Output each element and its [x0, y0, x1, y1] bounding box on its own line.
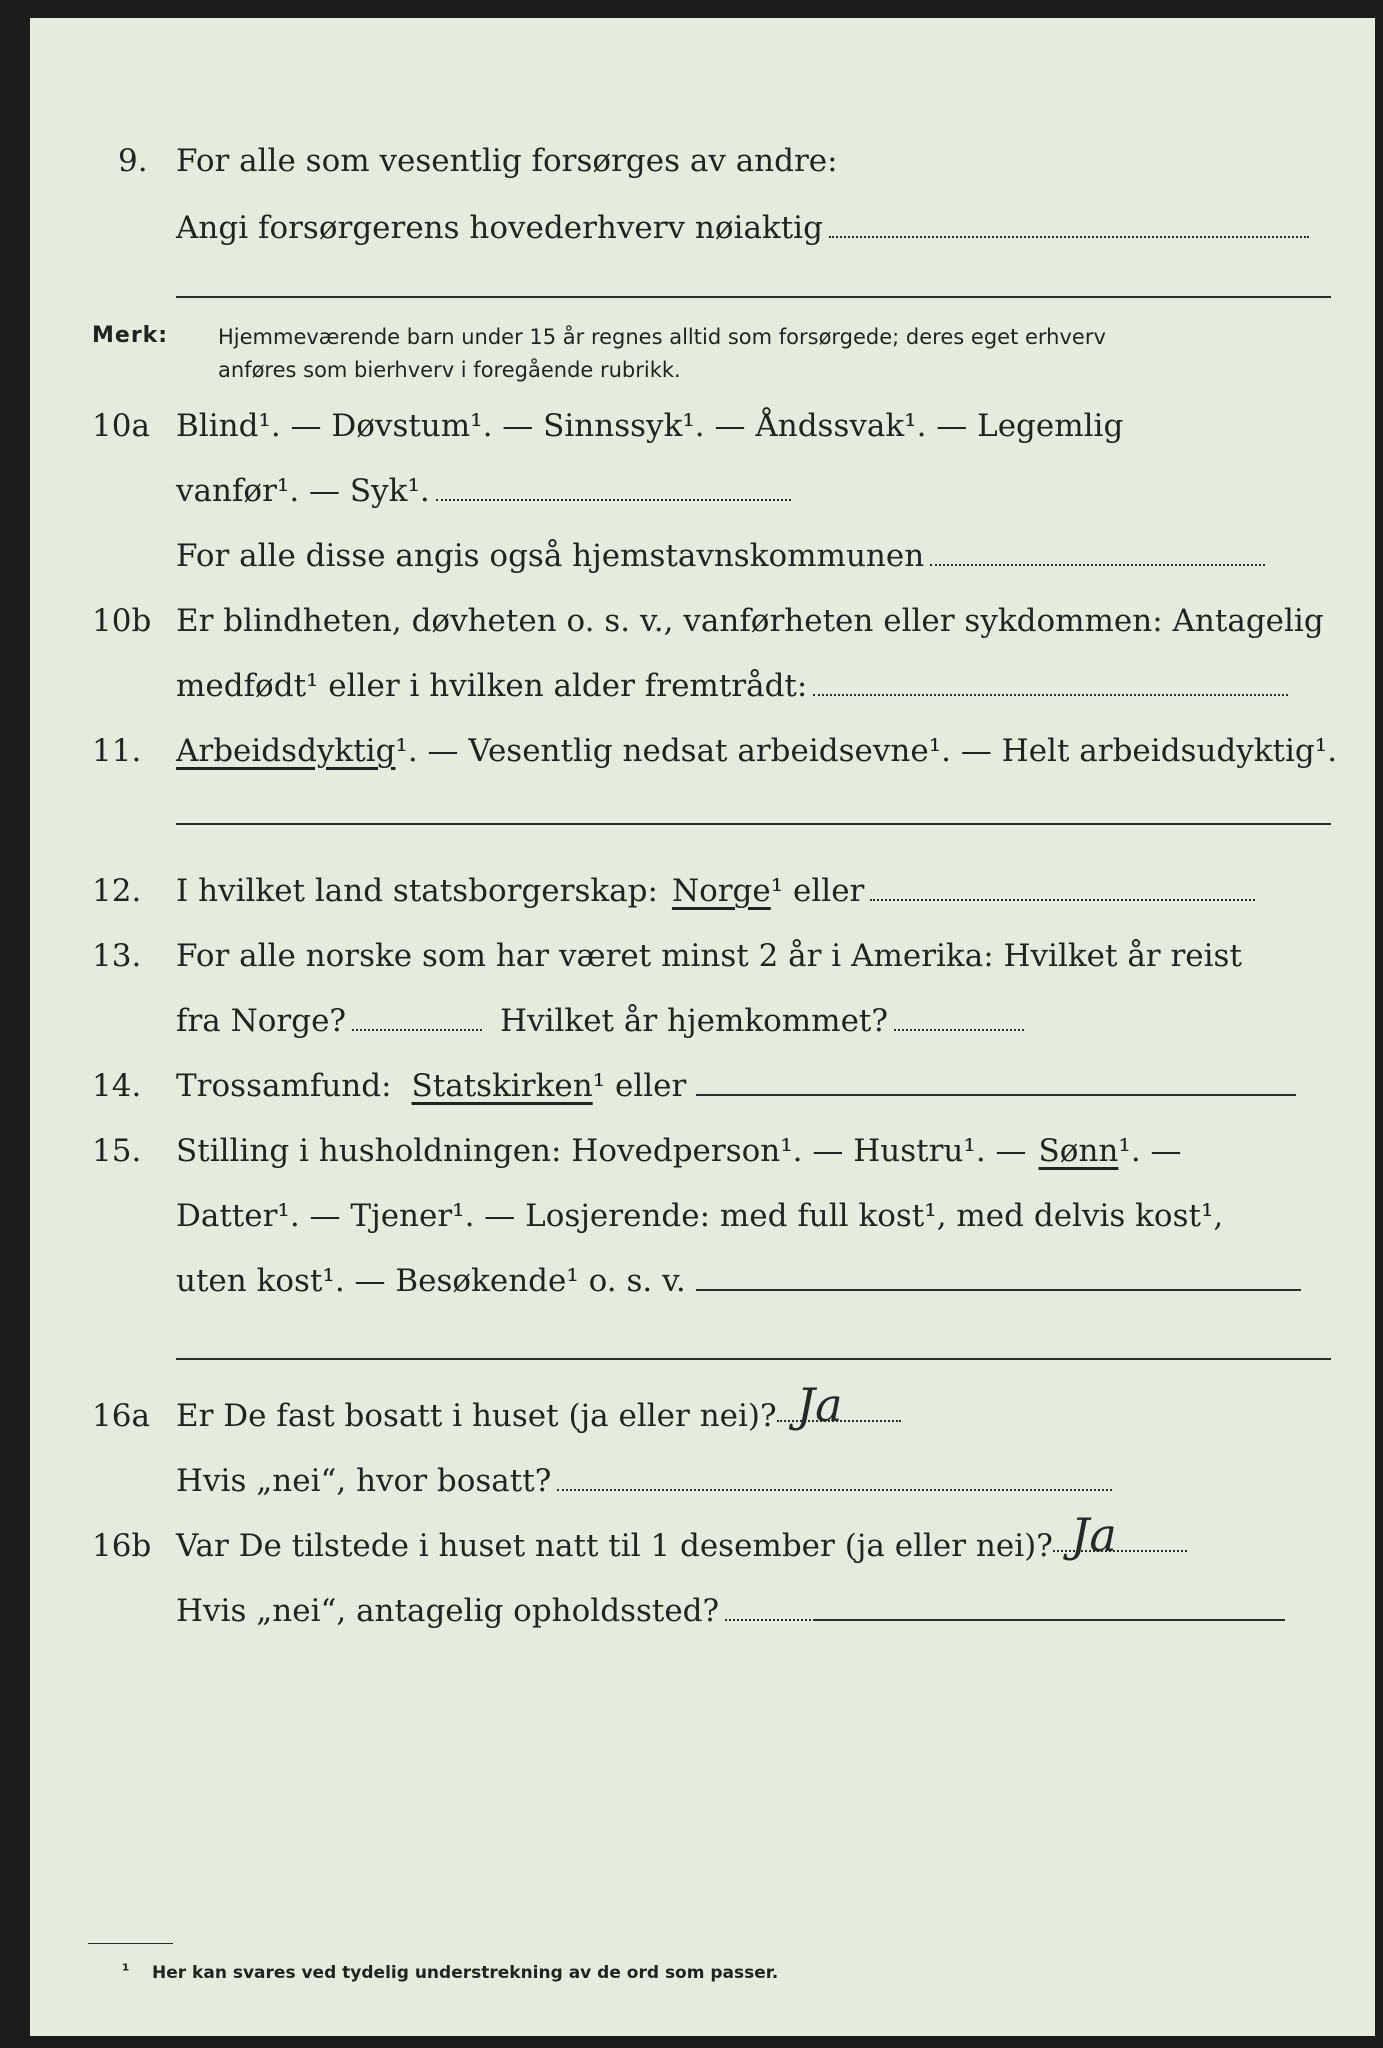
q16b-handwritten-answer: Ja	[1070, 1508, 1117, 1562]
q10b-text2: medfødt¹ eller i hvilken alder fremtrådt:	[176, 668, 808, 704]
q10b-age-field[interactable]	[813, 693, 1288, 696]
q9-line2	[176, 210, 1309, 246]
q11-option-work-capable[interactable]: Arbeidsdyktig	[176, 733, 396, 769]
q11-blank-line[interactable]	[176, 823, 1331, 825]
q10b-line2	[176, 668, 1288, 704]
q13-text1: For alle norske som har været minst 2 år i Amerika: Hvilket år reist	[176, 938, 1242, 974]
q10a-number: 10a	[92, 408, 150, 444]
q12-other-field[interactable]	[870, 898, 1255, 901]
q16b-text2: Hvis „nei“, antagelig opholdssted?	[176, 1593, 720, 1629]
q10b-line1	[176, 603, 1324, 639]
q16b-number: 16b	[92, 1528, 152, 1564]
q14-number: 14.	[92, 1068, 142, 1104]
q16b-text1: Var De tilstede i huset natt til 1 desember (ja eller nei)?	[176, 1528, 1053, 1564]
q10a-sick-field[interactable]	[436, 498, 791, 501]
q11-line	[176, 733, 1337, 769]
q13-text2b: Hvilket år hjemkommet?	[500, 1003, 889, 1039]
merk-text-line1: Hjemmeværende barn under 15 år regnes alltid som forsørgede; deres eget erhverv	[218, 325, 1106, 349]
q16a-text2: Hvis „nei“, hvor bosatt?	[176, 1463, 552, 1499]
q10a-line2	[176, 473, 791, 509]
q9-number: 9.	[118, 143, 148, 179]
q12-text-or: ¹ eller	[770, 873, 865, 909]
q15-blank-line[interactable]	[176, 1358, 1331, 1360]
footnote-mark: ¹	[122, 1961, 130, 1981]
q10a-text1: Blind¹. — Døvstum¹. — Sinnssyk¹. — Åndssvak¹. — Legemlig	[176, 408, 1124, 444]
q16a-number: 16a	[92, 1398, 150, 1434]
q15-line1	[176, 1133, 1182, 1169]
q16b-line2	[176, 1593, 1285, 1629]
q10b-number: 10b	[92, 603, 152, 639]
merk-label: Merk:	[92, 323, 169, 348]
q10a-text2: vanfør¹. — Syk¹.	[176, 473, 430, 509]
q15-text2: Datter¹. — Tjener¹. — Losjerende: med full kost¹, med delvis kost¹,	[176, 1198, 1224, 1234]
q13-return-year-field[interactable]	[894, 1028, 1024, 1031]
q9-answer-field[interactable]	[829, 235, 1309, 238]
q13-left-year-field[interactable]	[352, 1028, 482, 1031]
q15-option-son[interactable]: Sønn	[1038, 1133, 1119, 1169]
q9-line1	[176, 143, 838, 179]
q16b-stay-field[interactable]	[815, 1619, 1285, 1621]
divider-line	[176, 296, 1331, 298]
q12-text: I hvilket land statsborgerskap:	[176, 873, 658, 909]
q11-text: ¹. — Vesentlig nedsat arbeidsevne¹. — Helt arbeidsudyktig¹.	[395, 733, 1338, 769]
q15-text1a: Stilling i husholdningen: Hovedperson¹. — Hustru¹. —	[176, 1133, 1027, 1169]
q12-option-norway[interactable]: Norge	[671, 873, 771, 909]
footnote-rule	[88, 1943, 173, 1944]
q16a-line1	[176, 1378, 907, 1434]
q10a-line1	[176, 408, 1123, 444]
merk-text	[218, 321, 1328, 387]
q14-line	[176, 1068, 1296, 1104]
q15-number: 15.	[92, 1133, 142, 1169]
q14-other-field[interactable]	[696, 1094, 1296, 1096]
q10b-text1: Er blindheten, døvheten o. s. v., vanførheten eller sykdommen: Antagelig	[176, 603, 1324, 639]
q13-text2a: fra Norge?	[176, 1003, 347, 1039]
q11-number: 11.	[92, 733, 142, 769]
q10a-municipality-field[interactable]	[930, 563, 1265, 566]
q9-text2: Angi forsørgerens hovederhverv nøiaktig	[176, 210, 823, 246]
q16a-text1: Er De fast bosatt i huset (ja eller nei)?	[176, 1398, 777, 1434]
q12-line	[176, 873, 1255, 909]
q13-number: 13.	[92, 938, 142, 974]
census-form-page	[30, 18, 1375, 2036]
q15-line2	[176, 1198, 1223, 1234]
q10a-text3: For alle disse angis også hjemstavnskommunen	[176, 538, 925, 574]
q16b-stay-field-dotted[interactable]	[725, 1618, 815, 1621]
q14-text: Trossamfund:	[176, 1068, 392, 1104]
q13-line1	[176, 938, 1242, 974]
q9-text1: For alle som vesentlig forsørges av andre:	[176, 143, 838, 179]
q16a-line2	[176, 1463, 1112, 1499]
q16a-handwritten-answer: Ja	[796, 1378, 843, 1432]
q12-number: 12.	[92, 873, 142, 909]
footnote-text: Her kan svares ved tydelig understrekning av de ord som passer.	[152, 1963, 779, 1983]
q15-text3: uten kost¹. — Besøkende¹ o. s. v.	[176, 1263, 686, 1299]
q16a-residence-field[interactable]	[557, 1488, 1112, 1491]
q15-other-field[interactable]	[696, 1289, 1301, 1291]
q10a-line3	[176, 538, 1265, 574]
q15-line3	[176, 1263, 1301, 1299]
merk-text-line2: anføres som bierhverv i foregående rubrikk.	[218, 358, 681, 382]
q14-option-state-church[interactable]: Statskirken	[411, 1068, 593, 1104]
q14-text-or: ¹ eller	[592, 1068, 687, 1104]
q16b-line1	[176, 1508, 1193, 1564]
q15-text1c: ¹. —	[1118, 1133, 1182, 1169]
q13-line2	[176, 1003, 1024, 1039]
